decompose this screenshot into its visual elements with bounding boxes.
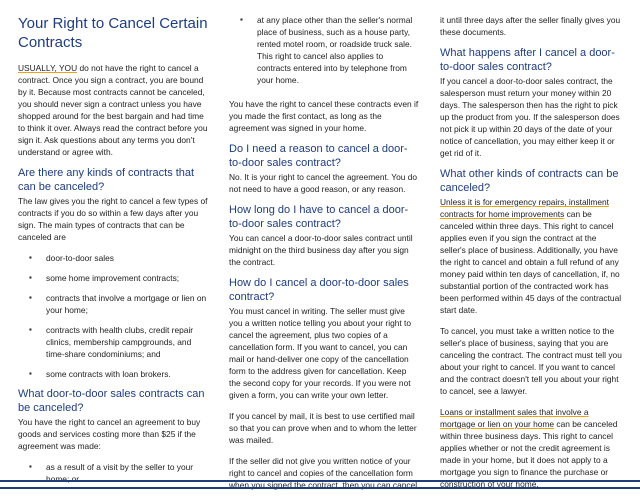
bullet-icon: ▪ <box>29 369 32 378</box>
bullet-icon: ▪ <box>29 253 32 262</box>
first-contact-paragraph: You have the right to cancel these contracts even if you made the first contact, as long as the agreement was signed in your home. <box>229 99 419 133</box>
column-2 <box>229 14 419 500</box>
loans-lead: Loans or installment sales that involve a mortgage or lien on your home <box>440 407 589 429</box>
heading-after: What happens after I cancel a door-to-door sales contract? <box>440 47 615 73</box>
heading-how-long: How long do I have to cancel a door-to-door sales contract? <box>229 204 409 230</box>
loans-paragraph <box>440 406 623 490</box>
reason-paragraph: No. It is your right to cancel the agreement. You do not need to have a good reason, or any reason. <box>229 172 418 194</box>
other-rest: can be canceled within three days. This right to cancel applies even if you sign the contract at the seller's place of business. Additionally, you have the right to cancel and obtain a full refund of any money paid within ten days of cancellation, if, no substantial portion of the contracted work has been performed within 45 days of the contractual start date. <box>440 209 622 315</box>
list-item: ▪ as a result of a visit by the seller to your home; or <box>29 462 194 484</box>
other-lead: Unless it is for emergency repairs, installment contracts for home improvements <box>440 197 609 219</box>
heading-kinds: Are there any kinds of contracts that can be canceled? <box>18 167 195 193</box>
list-item: ▪ some contracts with loan brokers. <box>29 369 171 379</box>
kinds-paragraph: The law gives you the right to cancel a few types of contracts if you do so within a few days after you sign. The main types of contracts that can be canceled are <box>18 196 208 242</box>
list-item: ▪ contracts with health clubs, credit repair clinics, membership campgrounds, and time-share condominiums; and <box>29 325 194 359</box>
loans-rest: can be canceled within three business days. This right to cancel applies whether or not the credit agreement is made in your home, but it does not apply to a mortgage you sign to finance the purchase or construction of your home. <box>440 419 618 489</box>
bullet-icon: ▪ <box>29 273 32 282</box>
notice-paragraph: If the seller did not give you written notice of your right to cancel and copies of the cancellation form when you signed the contract, then you can cancel <box>229 456 418 490</box>
after-paragraph: If you cancel a door-to-door sales contract, the salesperson must return your money within 20 days. The salesperson then has the right to pick up the product from you. If the salesperson does not pick it up within 20 days of the date of your notice of cancellation, you may either keep it or get rid of it. <box>440 76 620 158</box>
kinds-list <box>18 252 210 380</box>
cancel-paragraph: To cancel, you must take a written notice to the seller's place of business, saying that you are canceling the contract. The contract must tell you about your right to cancel. If you want to cancel and the contract doesn't tell you about your right to cancel, see a lawyer. <box>440 326 622 396</box>
intro-paragraph <box>18 62 210 158</box>
how-paragraph: You must cancel in writing. The seller must give you a written notice telling you about your right to cancel the agreement, plus two copies of a cancellation form. If you want to cancel, you can mail or hand-deliver one copy of the cancellation form to the address given for cancellation. Keep the second copy for your records. If you were not given a form, you can write your own letter. <box>229 306 412 400</box>
intro-lead: USUALLY, YOU <box>18 63 78 73</box>
heading-how: How do I cancel a door-to-door sales contract? <box>229 277 409 303</box>
bullet-icon: ▪ <box>29 462 32 471</box>
list-item: ▪ some home improvement contracts; <box>29 273 180 283</box>
mail-paragraph: If you cancel by mail, it is best to use certified mail so that you can prove when and to whom the letter was mailed. <box>229 411 417 445</box>
heading-reason: Do I need a reason to cancel a door-to-door sales contract? <box>229 143 408 169</box>
heading-other: What other kinds of contracts can be canceled? <box>440 168 619 194</box>
list-item: ▪ at any place other than the seller's normal place of business, such as a house party, rented motel room, or roadside truck sale. This right to cancel also applies to contracts entered into by telephone from your home. <box>240 15 413 85</box>
footer-rule <box>0 480 640 489</box>
how-long-paragraph: You can cancel a door-to-door sales contract until midnight on the third business day after you sign the contract. <box>229 233 413 267</box>
column-1 <box>18 14 210 493</box>
intro-rest: do not have the right to cancel a contract. Once you sign a contract, you are bound by it. Because most contracts cannot be canceled, you should never sign a contract unless you have shopped around for the best bargain and had time to think it over. Always read the contract before you sign it. Ask questions about any terms you don't understand or agree with. <box>18 63 208 157</box>
list-item: ▪ door-to-door sales <box>29 253 114 263</box>
bullet-icon: ▪ <box>240 15 243 24</box>
continued-paragraph: it until three days after the seller finally gives you these documents. <box>440 15 621 37</box>
column-3 <box>440 14 623 499</box>
bullet-icon: ▪ <box>29 293 32 302</box>
bullet-icon: ▪ <box>29 325 32 334</box>
other-paragraph <box>440 196 623 316</box>
heading-door: What door-to-door sales contracts can be canceled? <box>18 388 205 414</box>
page-title: Your Right to Cancel Certain Contracts <box>18 15 208 51</box>
door-list-continued <box>229 14 419 86</box>
list-item: ▪ contracts that involve a mortgage or lien on your home; <box>29 293 207 315</box>
door-paragraph: You have the right to cancel an agreement to buy goods and services costing more than $25 if the agreement was made: <box>18 417 201 451</box>
